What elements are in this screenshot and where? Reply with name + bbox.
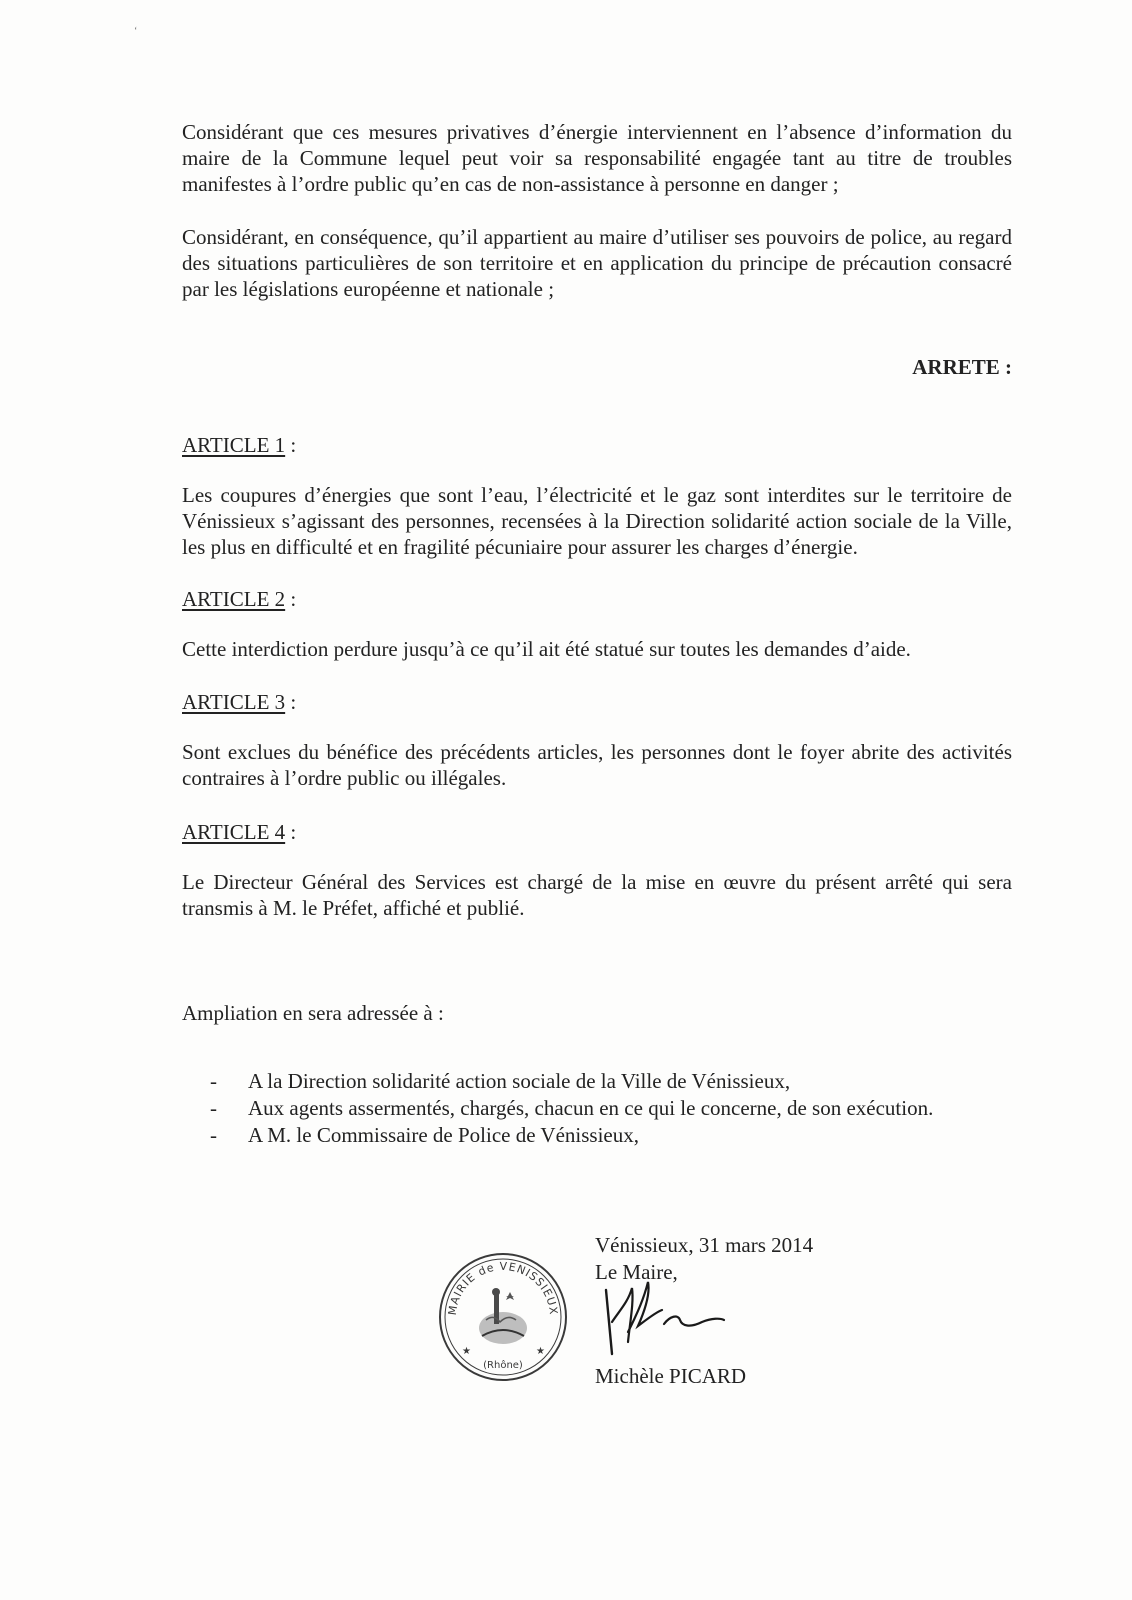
- list-bullet: -: [210, 1096, 217, 1120]
- official-stamp-icon: [436, 1250, 570, 1384]
- signature-name: Michèle PICARD: [595, 1364, 747, 1388]
- list-item: [210, 1122, 933, 1149]
- svg-text:MAIRIE de VENISSIEUX: MAIRIE de VENISSIEUX: [445, 1259, 561, 1317]
- arrete-heading: ARRETE :: [912, 355, 1012, 379]
- article-4-heading: [182, 819, 296, 845]
- article-1-text: Les coupures d’énergies que sont l’eau, l’électricité et le gaz sont interdites sur le territoire de Vénissieux s’agissant des personnes, recensées à la Direction solidarité action sociale de la Ville, les plus en difficulté et en fragilité pécuniaire pour assurer les charges d’énergie.: [182, 483, 1012, 559]
- article-1-heading-label: ARTICLE 1: [182, 433, 286, 457]
- svg-text:★: ★: [536, 1346, 545, 1357]
- list-bullet: -: [210, 1123, 217, 1147]
- article-4-text: Le Directeur Général des Services est chargé de la mise en œuvre du présent arrêté qui sera transmis à M. le Préfet, affiché et publié.: [182, 870, 1012, 920]
- article-3-text: Sont exclues du bénéfice des précédents articles, les personnes dont le foyer abrite des activités contraires à l’ordre public ou illégales.: [182, 740, 1012, 790]
- list-item-text: A la Direction solidarité action sociale de la Ville de Vénissieux,: [248, 1069, 791, 1093]
- article-3-heading-colon: :: [285, 690, 297, 714]
- considerant-paragraph-2: Considérant, en conséquence, qu’il appartient au maire d’utiliser ses pouvoirs de police, au regard des situations particulières de son territoire et en application du principe de précaution consacré par les législations européenne et nationale ;: [182, 225, 1012, 301]
- article-1-heading: [182, 432, 296, 458]
- list-item-text: Aux agents assermentés, chargés, chacun en ce qui le concerne, de son exécution.: [248, 1096, 934, 1120]
- list-item-text: A M. le Commissaire de Police de Vénissieux,: [248, 1123, 639, 1147]
- article-4-heading-label: ARTICLE 4: [182, 820, 286, 844]
- svg-text:(Rhône): (Rhône): [483, 1360, 523, 1371]
- signature-title: Le Maire,: [595, 1260, 678, 1284]
- list-item: [210, 1068, 933, 1095]
- list-item: [210, 1095, 933, 1122]
- list-bullet: -: [210, 1069, 217, 1093]
- article-2-heading: [182, 586, 296, 612]
- signature-place-date: Vénissieux, 31 mars 2014: [595, 1233, 814, 1257]
- article-2-heading-label: ARTICLE 2: [182, 587, 286, 611]
- scan-mark: ‘: [134, 26, 138, 37]
- article-3-heading: [182, 689, 296, 715]
- considerant-paragraph-1: Considérant que ces mesures privatives d’énergie interviennent en l’absence d’information du maire de la Commune lequel peut voir sa responsabilité engagée tant au titre de troubles manifestes à l’ordre public qu’en cas de non-assistance à personne en danger ;: [182, 120, 1012, 196]
- handwritten-signature-icon: [598, 1262, 738, 1362]
- article-1-heading-colon: :: [285, 433, 297, 457]
- svg-text:★: ★: [462, 1346, 471, 1357]
- article-3-heading-label: ARTICLE 3: [182, 690, 286, 714]
- article-4-heading-colon: :: [285, 820, 297, 844]
- article-2-text: Cette interdiction perdure jusqu’à ce qu’il ait été statué sur toutes les demandes d’aide.: [182, 637, 911, 661]
- article-2-heading-colon: :: [285, 587, 297, 611]
- ampliation-intro: Ampliation en sera adressée à :: [182, 1001, 444, 1025]
- ampliation-list: [210, 1068, 933, 1149]
